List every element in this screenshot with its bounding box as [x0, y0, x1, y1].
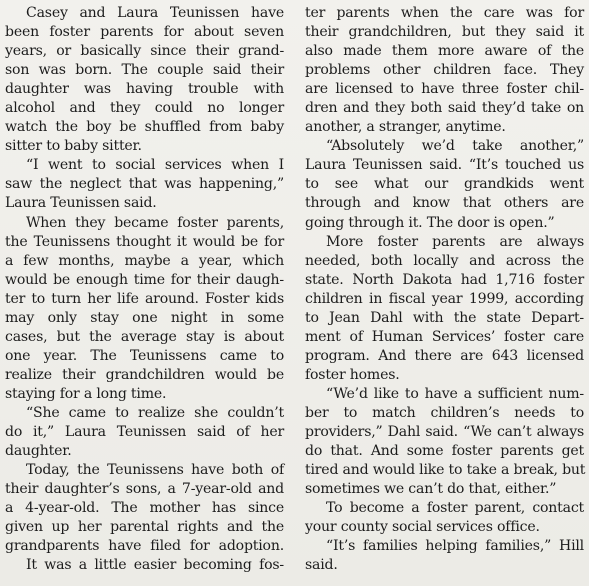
text-line: sometimes we can’t do that, either.” [305, 481, 557, 498]
text-line: “She came to realize she couldn’t [26, 404, 284, 421]
text-line: realize their grandchildren would be [5, 366, 284, 383]
text-line: a 4-year-old. The mother has since [5, 500, 284, 517]
text-line: Laura Teunissen said. “It’s touched us [305, 157, 584, 174]
text-line: dren and they both said they’d take on [305, 100, 584, 117]
text-line: foster homes. [305, 366, 400, 383]
text-line: When they became foster parents, [26, 214, 284, 231]
text-line: “I went to social services when I [26, 157, 284, 174]
text-line: given up her parental rights and the [5, 519, 284, 536]
text-line: their daughter’s sons, a 7-year-old and [5, 481, 284, 498]
text-line: ter to turn her life around. Foster kids [5, 290, 284, 307]
text-line: Laura Teunissen said. [5, 195, 157, 212]
text-line: another, a stranger, anytime. [305, 119, 506, 136]
text-line: It was a little easier becoming fos- [26, 557, 284, 574]
text-line: program. And there are 643 licensed [305, 347, 584, 364]
text-line: are licensed to have three foster chil- [305, 81, 584, 98]
text-line: do that. And some foster parents get [305, 443, 584, 460]
text-line: son was born. The couple said their [5, 62, 284, 79]
text-line: their grandchildren, but they said it [305, 24, 584, 41]
text-line: watch the boy be shuffled from baby [5, 119, 284, 136]
text-line: “Absolutely we’d take another,” [326, 138, 584, 155]
text-line: would be enough time for their daugh- [5, 271, 284, 288]
text-line: problems other children face. They [305, 62, 584, 79]
text-line: been foster parents for about seven [5, 24, 284, 41]
text-line: “We’d like to have a sufficient num- [326, 385, 584, 402]
article-column-left [5, 4, 284, 575]
text-line: state. North Dakota had 1,716 foster [305, 271, 584, 288]
text-line: needed, both locally and across the [305, 252, 584, 269]
text-line: More foster parents are always [326, 233, 584, 250]
text-line: going through it. The door is open.” [305, 214, 555, 231]
text-line: staying for a long time. [5, 385, 167, 402]
text-line: daughter was having trouble with [5, 81, 284, 98]
text-line: also made them more aware of the [305, 43, 584, 60]
text-line: sitter to baby sitter. [5, 138, 142, 155]
text-line: Today, the Teunissens have both of [26, 462, 284, 479]
text-line: To become a foster parent, contact [326, 500, 584, 517]
text-line: “It’s families helping families,” Hill [326, 538, 584, 555]
text-line: ment of Human Services’ foster care [305, 328, 584, 345]
text-line: children in fiscal year 1999, according [305, 290, 584, 307]
text-line: one year. The Teunissens came to [5, 347, 284, 364]
text-line: ter parents when the care was for [305, 5, 584, 21]
text-line: through and know that others are [305, 195, 584, 212]
text-line: your county social services office. [305, 519, 540, 536]
text-line: a few months, maybe a year, which [5, 252, 284, 269]
text-line: to Jean Dahl with the state Depart- [305, 309, 584, 326]
text-line: said. [305, 557, 338, 574]
text-line: saw the neglect that was happening,” [5, 176, 284, 193]
text-line: Casey and Laura Teunissen have [26, 5, 284, 21]
text-line: years, or basically since their grand- [5, 43, 284, 60]
text-line: the Teunissens thought it would be for [5, 233, 284, 250]
text-line: providers,” Dahl said. “We can’t always [305, 424, 584, 441]
text-line: cases, but the average stay is about [5, 328, 284, 345]
text-line: grandparents have filed for adoption. [5, 538, 284, 555]
text-line: alcohol and they could no longer [5, 100, 284, 117]
text-line: do it,” Laura Teunissen said of her [5, 424, 284, 441]
text-line: ber to match children’s needs to [305, 404, 584, 421]
text-line: daughter. [5, 443, 72, 460]
article-column-right [305, 4, 584, 575]
text-line: tired and would like to take a break, but [305, 462, 586, 479]
text-line: may only stay one night in some [5, 309, 284, 326]
text-line: to see what our grandkids went [305, 176, 584, 193]
